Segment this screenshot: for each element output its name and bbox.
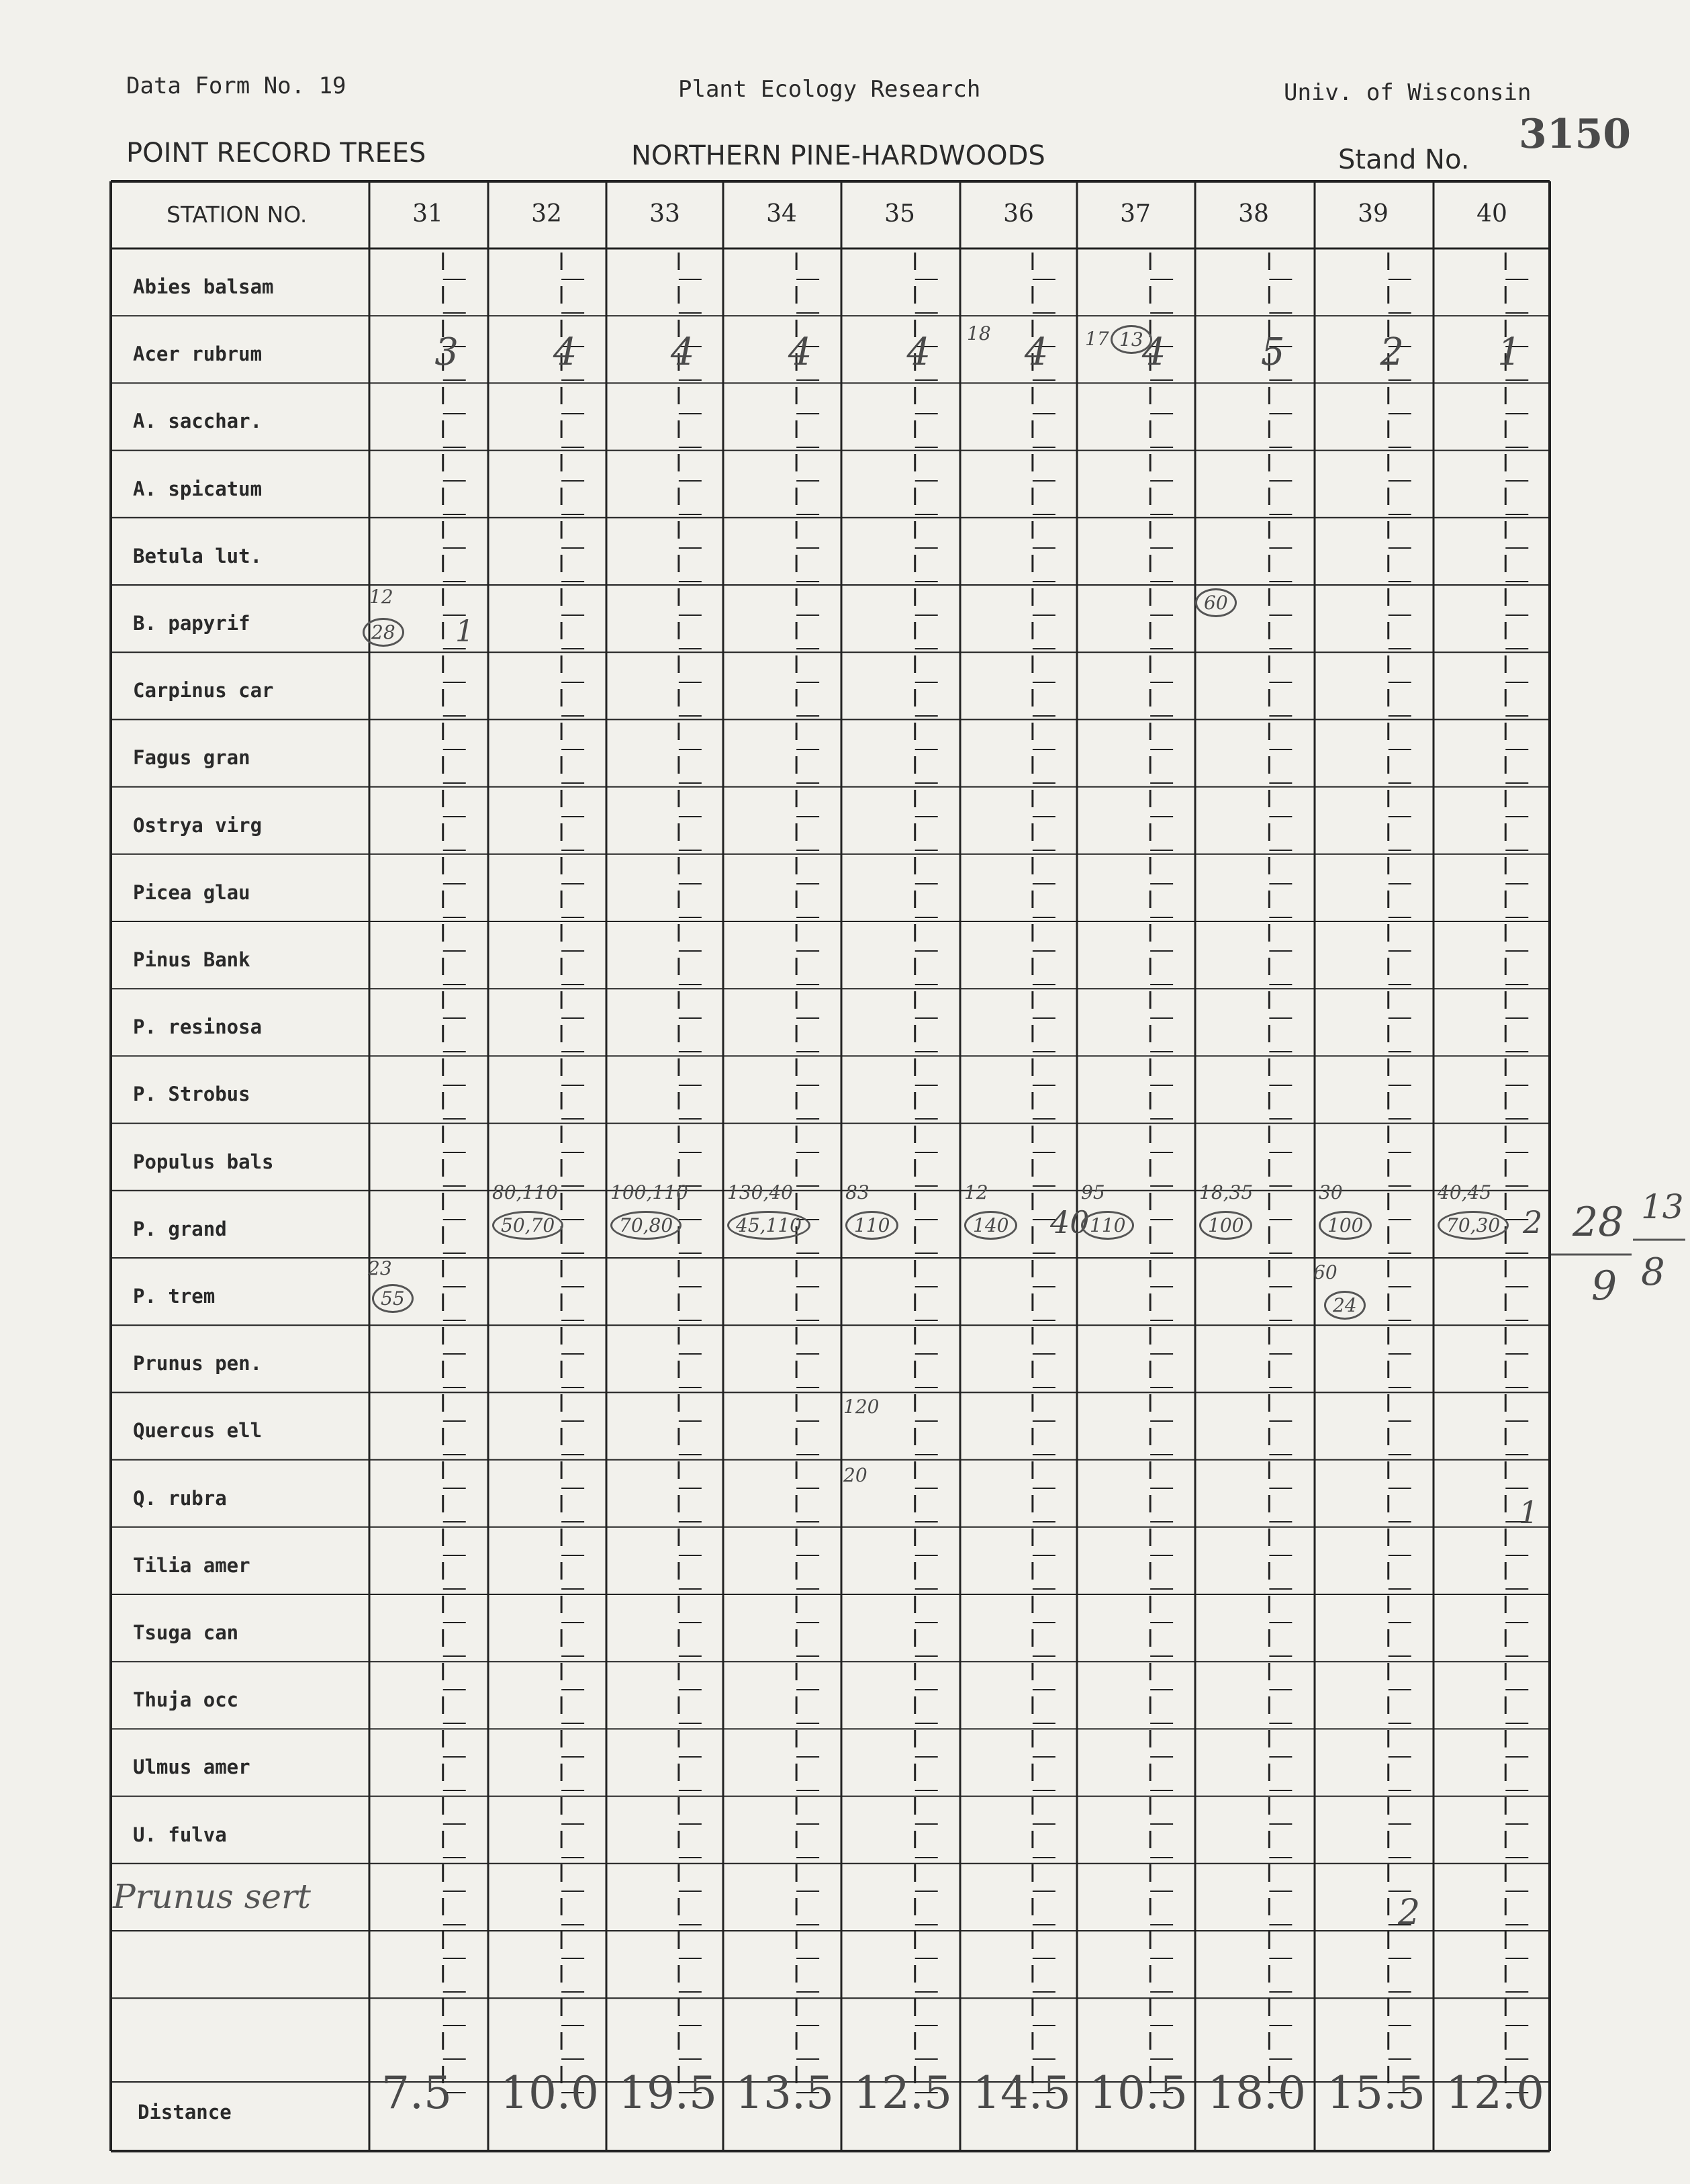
stand-label: Stand No. [1338,144,1470,175]
species-label: Q. rubra [133,1486,227,1510]
acer-rubrum-count: 2 [1380,330,1404,375]
acer-note-37a: 17 [1085,328,1109,350]
species-label: Prunus sert [113,1876,311,1916]
university: Univ. of Wisconsin [1284,79,1532,106]
stand-number: 3150 [1519,111,1631,158]
papyrif-31-circled-text: 28 [363,618,404,647]
distance-label: Distance [138,2101,232,2124]
distance-value: 10.0 [500,2067,599,2119]
station-number-37: 37 [1120,200,1151,228]
p-grand-circled-text: 110 [845,1211,898,1240]
prunus-sert-39: 2 [1398,1893,1421,1933]
p-grand-top: 83 [845,1181,870,1203]
species-label: P. trem [133,1285,216,1308]
distance-value: 19.5 [618,2067,717,2119]
p-grand-top: 80,110 [492,1181,558,1203]
margin-fraction-1-bottom: 9 [1591,1263,1617,1310]
station-number-33: 33 [649,200,680,228]
p-grand-count: 40 [1050,1203,1090,1240]
station-number-31: 31 [412,200,443,228]
distance-value: 13.5 [735,2067,834,2119]
station-number-36: 36 [1003,200,1034,228]
station-number-34: 34 [766,200,797,228]
acer-rubrum-count: 4 [670,330,695,375]
acer-rubrum-count: 5 [1260,330,1285,375]
station-header: STATION NO. [167,201,308,228]
species-label: Abies balsam [133,275,274,298]
species-label: Fagus gran [133,746,250,770]
species-label: Ostrya virg [133,813,263,837]
margin-fraction-2-top: 13 [1641,1187,1684,1226]
station-number-35: 35 [884,200,915,228]
species-label: A. sacchar. [133,410,263,433]
p-grand-circled-text: 50,70 [492,1211,563,1240]
margin-fraction-2-bottom: 8 [1641,1250,1665,1294]
species-label: Carpinus car [133,679,274,702]
species-label: P. grand [133,1217,227,1240]
distance-value: 7.5 [381,2067,452,2119]
species-label: Thuja occ [133,1688,239,1712]
p-grand-top: 18,35 [1199,1181,1254,1203]
p-grand-top: 95 [1081,1181,1105,1203]
p-grand-circled-text: 70,30 [1438,1211,1509,1240]
papyrif-31-top: 12 [369,586,393,608]
p-grand-top: 40,45 [1438,1181,1492,1203]
species-label: Populus bals [133,1150,274,1173]
papyrif-38-circled-text: 60 [1195,588,1237,617]
station-number-32: 32 [531,200,562,228]
acer-rubrum-count: 4 [1141,330,1166,375]
species-label: B. papyrif [133,612,250,635]
species-label: U. fulva [133,1823,227,1846]
species-label: Pinus Bank [133,948,250,971]
p-grand-circled-text: 45,110 [727,1211,810,1240]
ptrem-31-circled-text: 55 [372,1284,414,1313]
margin-fraction-1-top: 28 [1572,1199,1624,1246]
org-name: Plant Ecology Research [678,76,981,103]
species-label: Quercus ell [133,1419,263,1443]
distance-value: 12.0 [1446,2067,1544,2119]
station-number-38: 38 [1238,200,1269,228]
acer-note-36: 18 [967,322,991,345]
quercus-ell-35: 120 [843,1396,880,1418]
papyrif-31-count: 1 [455,615,474,649]
p-grand-top: 130,40 [727,1181,793,1203]
p-grand-circled-text: 70,80 [610,1211,682,1240]
distance-value: 10.5 [1089,2067,1188,2119]
species-label: Picea glau [133,880,250,904]
species-label: Ulmus amer [133,1756,250,1779]
distance-value: 15.5 [1327,2067,1425,2119]
acer-rubrum-count: 4 [788,330,812,375]
ptrem-39-top: 60 [1313,1261,1337,1283]
form-title: POINT RECORD TREES [126,138,426,169]
species-label: Tsuga can [133,1621,239,1644]
acer-rubrum-count: 4 [553,330,577,375]
distance-value: 12.5 [853,2067,952,2119]
station-number-39: 39 [1358,200,1389,228]
species-label: P. Strobus [133,1083,250,1106]
p-grand-top: 30 [1319,1181,1343,1203]
acer-rubrum-count: 1 [1497,330,1521,375]
distance-value: 14.5 [972,2067,1071,2119]
ptrem-31-top: 23 [368,1257,392,1279]
species-label: Betula lut. [133,544,263,567]
species-label: A. spicatum [133,477,263,500]
p-grand-circled-text: 100 [1199,1211,1252,1240]
acer-rubrum-count: 3 [434,330,459,375]
p-grand-top: 12 [964,1181,988,1203]
acer-rubrum-count: 4 [1024,330,1049,375]
distance-value: 18.0 [1207,2067,1306,2119]
form-number: Data Form No. 19 [126,73,346,99]
q-rubra-35: 20 [843,1464,867,1486]
p-grand-top: 100,110 [610,1181,688,1203]
species-label: P. resinosa [133,1015,263,1039]
p-grand-circled-text: 140 [964,1211,1017,1240]
acer-rubrum-count: 4 [906,330,931,375]
species-label: Acer rubrum [133,343,263,366]
p-grand-circled-text: 110 [1081,1211,1134,1240]
species-label: Prunus pen. [133,1352,263,1375]
forest-type: NORTHERN PINE-HARDWOODS [631,140,1045,171]
p-grand-count: 2 [1523,1203,1543,1240]
ptrem-39-circled-text: 24 [1324,1291,1366,1320]
station-number-40: 40 [1476,200,1507,228]
species-label: Tilia amer [133,1553,250,1577]
acer-note-37b-text: 13 [1111,325,1152,354]
q-rubra-40: 1 [1519,1494,1539,1531]
p-grand-circled-text: 100 [1319,1211,1372,1240]
